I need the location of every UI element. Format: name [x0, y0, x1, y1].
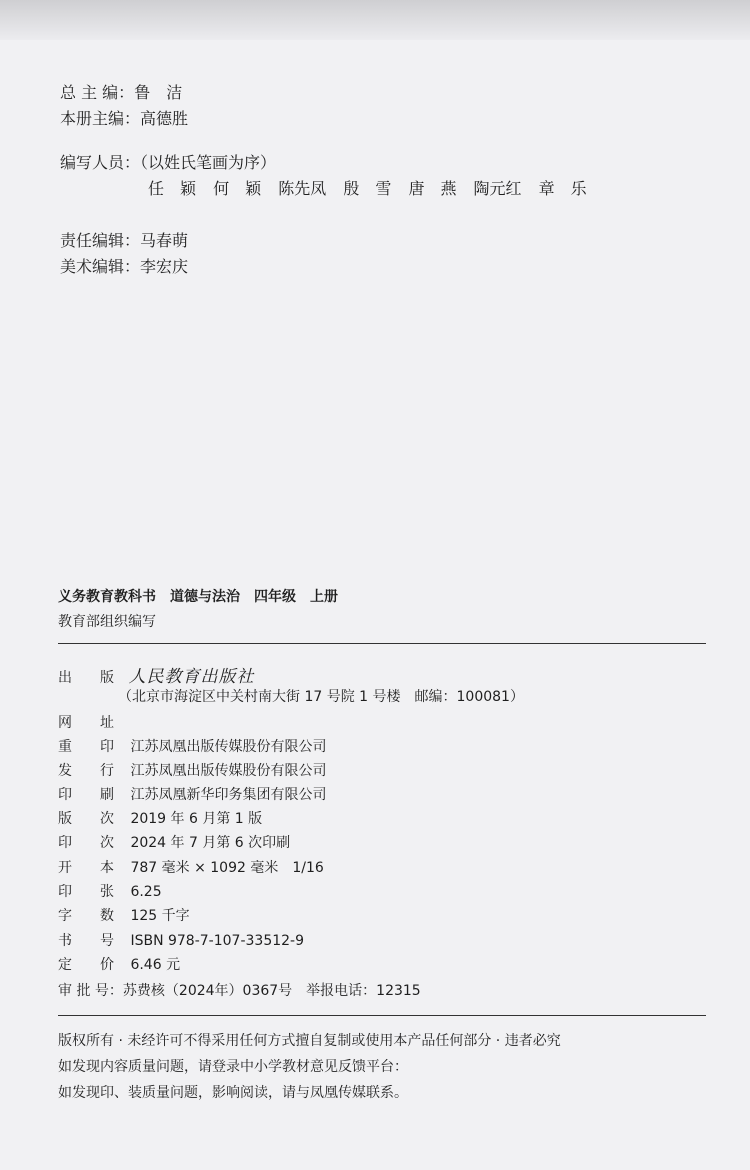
chief-editor-name: 鲁 洁 [134, 83, 183, 102]
writer-name: 陶元红 [473, 179, 522, 198]
words-value: 125 千字 [130, 908, 190, 924]
sheets-value: 6.25 [130, 884, 162, 900]
impression-row [58, 832, 290, 852]
writer-name: 唐 燕 [408, 179, 457, 198]
publisher-row [58, 662, 254, 687]
sheets-row [58, 881, 162, 901]
divider-bottom [58, 1015, 706, 1016]
copyright-notice: 版权所有 · 未经许可不得采用任何方式擅自复制或使用本产品任何部分 · 违者必究 [58, 1033, 561, 1049]
art-editor-row [60, 254, 188, 277]
print-value: 江苏凤凰新华印务集团有限公司 [130, 787, 327, 803]
format-row [58, 857, 324, 877]
words-row [58, 905, 190, 925]
volume-editor-name: 高德胜 [140, 109, 189, 128]
edition-value: 2019 年 6 月第 1 版 [130, 811, 263, 827]
distribute-row [58, 760, 326, 780]
website-label: 网 址 [58, 715, 114, 731]
price-value: 6.46 元 [130, 957, 181, 973]
approval-label: 审 批 号： [58, 983, 123, 999]
price-row [58, 954, 180, 974]
chief-editor-label: 总 主 编： [60, 83, 135, 102]
writers-list [148, 176, 599, 199]
reprint-value: 江苏凤凰出版传媒股份有限公司 [130, 739, 327, 755]
art-editor-name: 李宏庆 [140, 257, 189, 276]
edition-row [58, 808, 262, 828]
reprint-row [58, 736, 326, 756]
responsible-editor-name: 马春萌 [140, 231, 189, 250]
approval-value: 苏费核（2024年）0367号 举报电话：12315 [122, 983, 421, 999]
format-value: 787 毫米 × 1092 毫米 1/16 [130, 860, 324, 876]
divider-top [58, 643, 706, 644]
writers-label: 编写人员：（以姓氏笔画为序） [60, 153, 277, 172]
print-row [58, 784, 326, 804]
art-editor-label: 美术编辑： [60, 257, 141, 276]
publisher-logo: 人民教育出版社 [128, 667, 255, 687]
impression-value: 2024 年 7 月第 6 次印刷 [130, 835, 291, 851]
format-label: 开 本 [58, 860, 114, 876]
responsible-editor-label: 责任编辑： [60, 231, 141, 250]
compiler: 教育部组织编写 [58, 614, 156, 630]
book-title: 义务教育教科书 道德与法治 四年级 上册 [58, 589, 338, 605]
impression-label: 印 次 [58, 835, 114, 851]
writer-name: 章 乐 [538, 179, 587, 198]
edition-label: 版 次 [58, 811, 114, 827]
distribute-label: 发 行 [58, 763, 114, 779]
writer-name: 任 颖 [148, 179, 197, 198]
volume-editor-label: 本册主编： [60, 109, 141, 128]
isbn-value: ISBN 978-7-107-33512-9 [130, 933, 304, 949]
chief-editor-row [60, 80, 182, 103]
writer-name: 何 颖 [213, 179, 262, 198]
distribute-value: 江苏凤凰出版传媒股份有限公司 [130, 763, 327, 779]
publisher-label: 出 版 [58, 670, 114, 686]
volume-editor-row [60, 106, 188, 129]
writer-name: 殷 雪 [343, 179, 392, 198]
words-label: 字 数 [58, 908, 114, 924]
isbn-label: 书 号 [58, 933, 114, 949]
sheets-label: 印 张 [58, 884, 114, 900]
print-quality-notice: 如发现印、装质量问题，影响阅读，请与凤凰传媒联系。 [58, 1085, 408, 1101]
approval-row [58, 980, 421, 1000]
responsible-editor-row [60, 228, 188, 251]
reprint-label: 重 印 [58, 739, 114, 755]
publisher-address: （北京市海淀区中关村南大街 17 号院 1 号楼 邮编：100081） [118, 689, 524, 705]
content-quality-notice: 如发现内容质量问题，请登录中小学教材意见反馈平台： [58, 1059, 408, 1075]
print-label: 印 刷 [58, 787, 114, 803]
scan-edge-shadow [0, 0, 750, 40]
isbn-row [58, 930, 304, 950]
price-label: 定 价 [58, 957, 114, 973]
writer-name: 陈先凤 [278, 179, 327, 198]
